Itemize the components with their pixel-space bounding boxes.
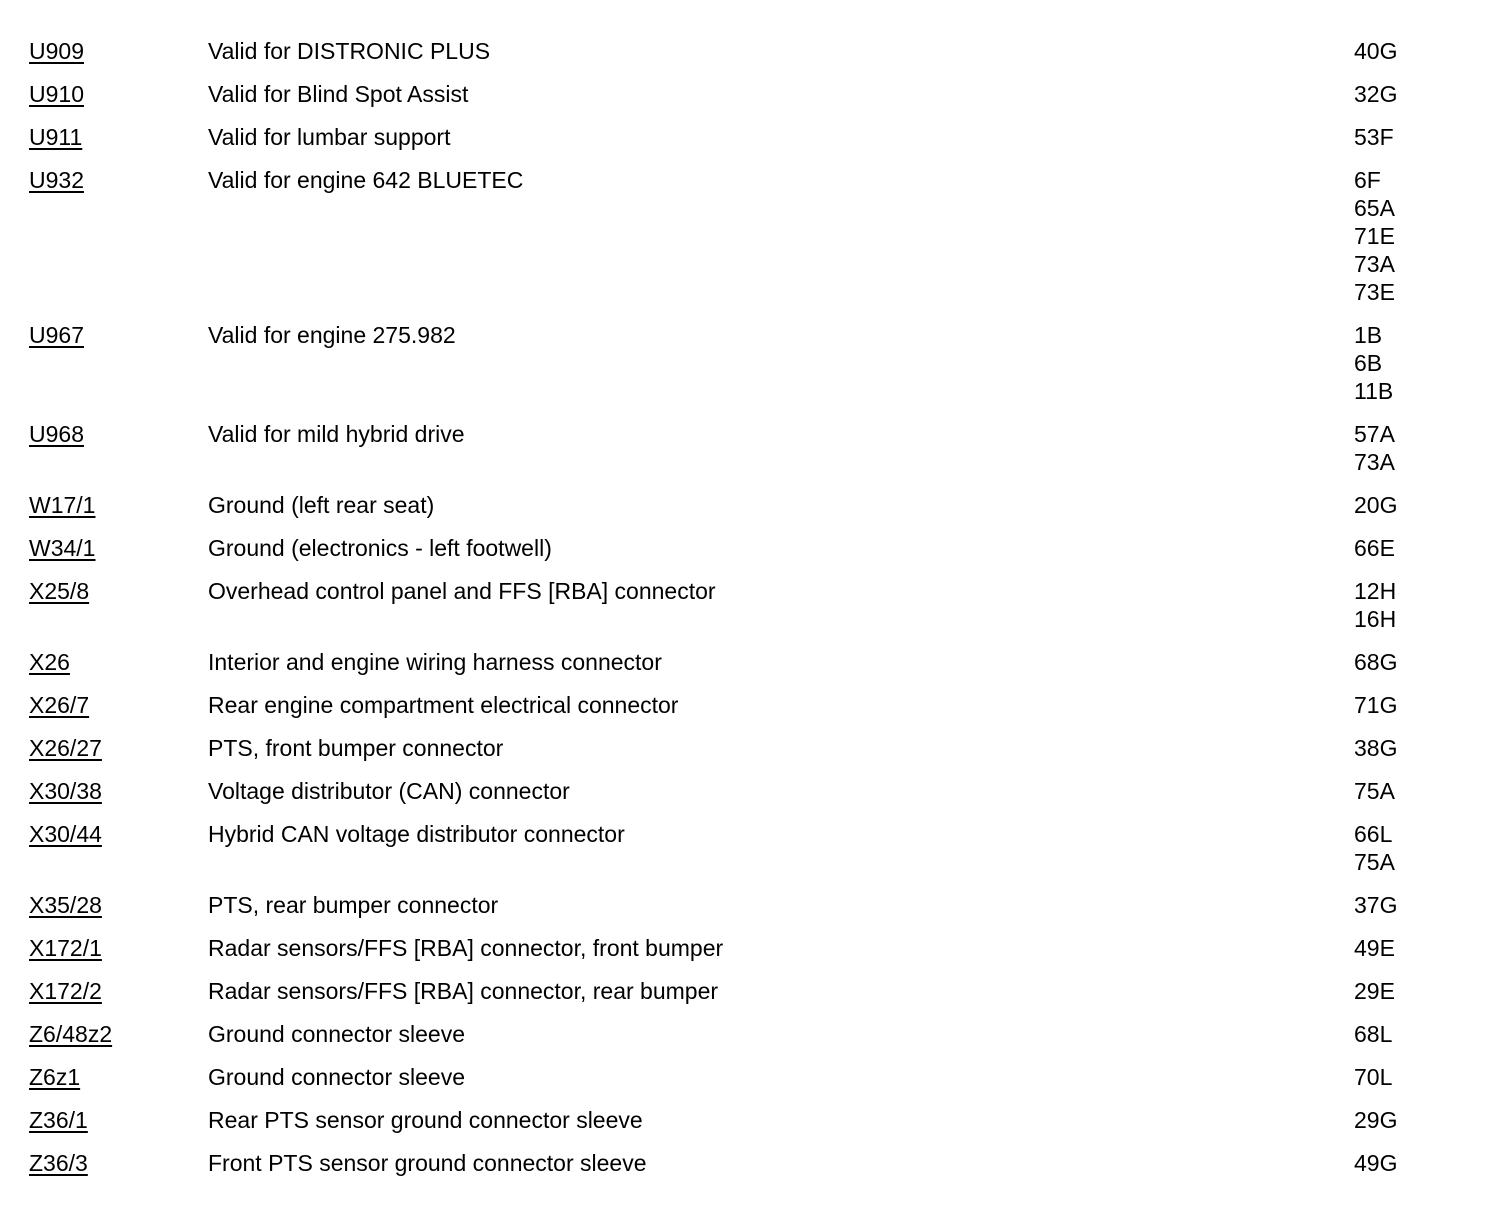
component-description: PTS, rear bumper connector — [208, 892, 499, 918]
grid-reference-list — [1354, 691, 1397, 719]
grid-reference: 6B — [1354, 350, 1383, 376]
component-description: Ground (left rear seat) — [208, 492, 435, 518]
grid-reference: 16H — [1354, 606, 1397, 632]
component-code-link[interactable]: U967 — [29, 322, 84, 348]
grid-reference: 49E — [1354, 935, 1395, 961]
legend-row — [0, 80, 1504, 123]
grid-reference: 71G — [1354, 692, 1398, 718]
legend-row — [0, 1020, 1504, 1063]
legend-row — [0, 37, 1504, 80]
component-code-link[interactable]: X172/2 — [29, 978, 102, 1004]
grid-reference: 75A — [1354, 778, 1395, 804]
grid-reference-list — [1354, 491, 1397, 519]
grid-reference-list — [1354, 166, 1395, 306]
legend-row — [0, 123, 1504, 166]
component-code-link[interactable]: U968 — [29, 421, 84, 447]
legend-row — [0, 648, 1504, 691]
component-description: Valid for DISTRONIC PLUS — [208, 38, 491, 64]
component-description: Radar sensors/FFS [RBA] connector, rear bumper — [208, 978, 719, 1004]
grid-reference: 73A — [1354, 251, 1395, 277]
component-description: Rear PTS sensor ground connector sleeve — [208, 1107, 643, 1133]
grid-reference: 29G — [1354, 1107, 1398, 1133]
component-code-link[interactable]: X30/38 — [29, 778, 102, 804]
grid-reference: 73A — [1354, 449, 1395, 475]
grid-reference-list — [1354, 734, 1397, 762]
legend-row — [0, 691, 1504, 734]
grid-reference-list — [1354, 648, 1397, 676]
grid-reference: 40G — [1354, 38, 1398, 64]
component-description: Rear engine compartment electrical connector — [208, 692, 679, 718]
component-code-link[interactable]: X30/44 — [29, 821, 102, 847]
legend-row — [0, 321, 1504, 420]
grid-reference-list — [1354, 123, 1394, 151]
component-code-link[interactable]: W17/1 — [29, 492, 96, 518]
component-code-link[interactable]: X26/7 — [29, 692, 90, 718]
component-description: Overhead control panel and FFS [RBA] connector — [208, 578, 716, 604]
component-code-link[interactable]: Z6z1 — [29, 1064, 81, 1090]
component-code-link[interactable]: U910 — [29, 81, 84, 107]
grid-reference: 66E — [1354, 535, 1395, 561]
grid-reference: 65A — [1354, 195, 1395, 221]
grid-reference: 57A — [1354, 421, 1395, 447]
grid-reference-list — [1354, 891, 1397, 919]
component-legend-table — [0, 37, 1504, 1192]
component-description: Valid for Blind Spot Assist — [208, 81, 469, 107]
component-code-link[interactable]: U911 — [29, 124, 83, 150]
legend-row — [0, 891, 1504, 934]
legend-row — [0, 577, 1504, 648]
component-code-link[interactable]: X26 — [29, 649, 70, 675]
component-code-link[interactable]: U932 — [29, 167, 84, 193]
component-description: Ground connector sleeve — [208, 1021, 465, 1047]
grid-reference-list — [1354, 1149, 1397, 1177]
component-description: PTS, front bumper connector — [208, 735, 504, 761]
grid-reference-list — [1354, 1063, 1392, 1091]
grid-reference-list — [1354, 977, 1395, 1005]
legend-row — [0, 491, 1504, 534]
grid-reference: 73E — [1354, 279, 1395, 305]
grid-reference: 66L — [1354, 821, 1393, 847]
grid-reference-list — [1354, 820, 1395, 876]
component-description: Interior and engine wiring harness connector — [208, 649, 662, 675]
grid-reference: 1B — [1354, 322, 1383, 348]
legend-row — [0, 1106, 1504, 1149]
grid-reference: 53F — [1354, 124, 1394, 150]
component-description: Ground connector sleeve — [208, 1064, 465, 1090]
legend-row — [0, 734, 1504, 777]
legend-row — [0, 1063, 1504, 1106]
legend-row — [0, 934, 1504, 977]
legend-row — [0, 534, 1504, 577]
component-code-link[interactable]: X35/28 — [29, 892, 102, 918]
grid-reference: 49G — [1354, 1150, 1398, 1176]
legend-row — [0, 1149, 1504, 1192]
component-description: Valid for engine 275.982 — [208, 322, 456, 348]
grid-reference: 68L — [1354, 1021, 1393, 1047]
component-code-link[interactable]: Z36/1 — [29, 1107, 88, 1133]
grid-reference: 68G — [1354, 649, 1398, 675]
component-code-link[interactable]: X25/8 — [29, 578, 90, 604]
component-code-link[interactable]: Z6/48z2 — [29, 1021, 113, 1047]
grid-reference-list — [1354, 37, 1397, 65]
grid-reference-list — [1354, 1020, 1392, 1048]
component-description: Valid for mild hybrid drive — [208, 421, 465, 447]
legend-row — [0, 977, 1504, 1020]
component-description: Hybrid CAN voltage distributor connector — [208, 821, 625, 847]
grid-reference-list — [1354, 534, 1395, 562]
grid-reference-list — [1354, 420, 1395, 476]
component-code-link[interactable]: U909 — [29, 38, 84, 64]
component-description: Ground (electronics - left footwell) — [208, 535, 552, 561]
legend-row — [0, 777, 1504, 820]
component-description: Valid for engine 642 BLUETEC — [208, 167, 524, 193]
grid-reference-list — [1354, 321, 1393, 405]
component-code-link[interactable]: Z36/3 — [29, 1150, 88, 1176]
grid-reference: 6F — [1354, 167, 1381, 193]
grid-reference-list — [1354, 777, 1395, 805]
grid-reference-list — [1354, 577, 1396, 633]
grid-reference-list — [1354, 80, 1397, 108]
grid-reference: 38G — [1354, 735, 1398, 761]
grid-reference: 11B — [1354, 378, 1394, 404]
grid-reference: 75A — [1354, 849, 1395, 875]
legend-row — [0, 820, 1504, 891]
grid-reference: 70L — [1354, 1064, 1393, 1090]
component-code-link[interactable]: X26/27 — [29, 735, 102, 761]
legend-row — [0, 420, 1504, 491]
legend-row — [0, 166, 1504, 321]
component-description: Front PTS sensor ground connector sleeve — [208, 1150, 647, 1176]
component-description: Valid for lumbar support — [208, 124, 451, 150]
component-description: Voltage distributor (CAN) connector — [208, 778, 570, 804]
grid-reference: 12H — [1354, 578, 1397, 604]
grid-reference: 37G — [1354, 892, 1398, 918]
grid-reference-list — [1354, 1106, 1397, 1134]
component-code-link[interactable]: X172/1 — [29, 935, 102, 961]
grid-reference: 71E — [1354, 223, 1395, 249]
component-description: Radar sensors/FFS [RBA] connector, front bumper — [208, 935, 724, 961]
grid-reference: 20G — [1354, 492, 1398, 518]
grid-reference-list — [1354, 934, 1395, 962]
grid-reference: 29E — [1354, 978, 1395, 1004]
component-code-link[interactable]: W34/1 — [29, 535, 96, 561]
grid-reference: 32G — [1354, 81, 1398, 107]
